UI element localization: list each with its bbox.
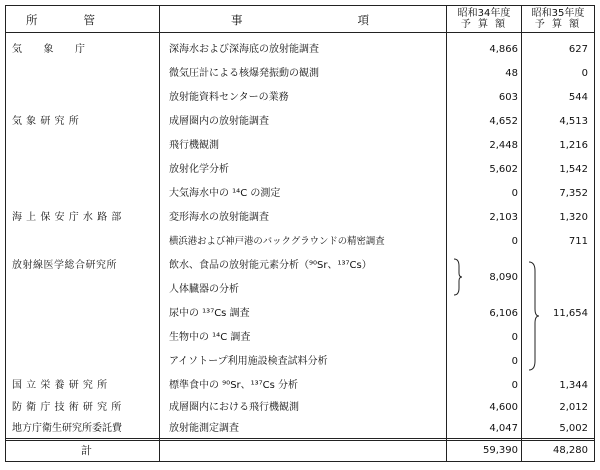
item-cell: アイソトープ利用施設検査試料分析: [169, 356, 328, 367]
org-cell: 国 立 栄 養 研 究 所: [12, 380, 108, 391]
item-cell: 標準食中の ⁹⁰Sr、¹³⁷Cs 分析: [169, 380, 299, 391]
fy34-cell: 0: [511, 380, 518, 391]
fy35-cell: 627: [568, 44, 588, 55]
fy35-cell: 2,012: [559, 402, 588, 413]
item-cell: 放射化学分析: [169, 164, 229, 175]
column-divider: [446, 6, 447, 461]
fy34-cell: 2,448: [489, 140, 518, 151]
header-item: 事 項: [231, 13, 369, 27]
fy34-cell: 0: [511, 188, 518, 199]
item-cell: 成層圏内における飛行機観測: [169, 402, 299, 413]
fy34-cell: 4,047: [489, 423, 518, 434]
total-fy34: 59,390: [483, 445, 518, 456]
org-cell: 気 象 研 究 所: [12, 116, 80, 127]
fy34-cell: 0: [511, 236, 518, 247]
fy35-cell: 544: [568, 92, 588, 103]
total-label: 計: [81, 444, 92, 457]
org-cell: 海 上 保 安 庁 水 路 部: [12, 212, 122, 223]
fy34-cell: 5,602: [489, 164, 518, 175]
org-cell: 地方庁衛生研究所委託費: [12, 423, 122, 434]
budget-table: [5, 5, 595, 462]
brace-fy35: [527, 261, 539, 371]
column-divider: [521, 6, 522, 461]
item-cell: 大気海水中の ¹⁴C の測定: [169, 188, 281, 199]
grouped-fy35-value: 11,654: [553, 308, 588, 319]
fy35-cell: 711: [568, 236, 588, 247]
item-cell: 人体臓器の分析: [169, 284, 239, 295]
grouped-fy34-value: 8,090: [489, 272, 518, 283]
item-cell: 飛行機観測: [169, 140, 219, 151]
total-fy35: 48,280: [553, 445, 588, 456]
header-org: 所 管: [26, 13, 95, 27]
fy35-cell: 1,216: [559, 140, 588, 151]
item-cell: 放射能測定調査: [169, 423, 239, 434]
fy34-cell: 4,652: [489, 116, 518, 127]
item-cell: 成層圏内の放射能調査: [169, 116, 269, 127]
total-rule: [6, 438, 594, 441]
header-fy34-budget: 予 算 額: [460, 19, 508, 30]
item-cell: 飲水、食品の放射能元素分析（⁹⁰Sr、¹³⁷Cs）: [169, 260, 372, 271]
fy35-cell: 1,542: [559, 164, 588, 175]
item-cell: 放射能資料センターの業務: [169, 92, 289, 103]
header-fy35-year: 昭和35年度: [531, 8, 585, 19]
header-fy34-year: 昭和34年度: [457, 8, 511, 19]
org-cell: 放射線医学総合研究所: [12, 260, 117, 271]
fy34-cell: 0: [511, 332, 518, 343]
header-fy34: [449, 8, 519, 30]
item-cell: 横浜港および神戸港のバックグラウンドの精密調査: [169, 236, 385, 247]
header-fy35-budget: 予 算 額: [534, 19, 582, 30]
fy35-cell: 7,352: [559, 188, 588, 199]
fy35-cell: 1,320: [559, 212, 588, 223]
fy35-cell: 5,002: [559, 423, 588, 434]
item-cell: 微気圧計による核爆発振動の観測: [169, 68, 319, 79]
item-cell: 変形海水の放射能調査: [169, 212, 269, 223]
fy35-cell: 4,513: [559, 116, 588, 127]
item-cell: 尿中の ¹³⁷Cs 調査: [169, 308, 250, 319]
item-cell: 深海水および深海底の放射能調査: [169, 44, 319, 55]
item-cell: 生物中の ¹⁴C 調査: [169, 332, 251, 343]
fy35-cell: 1,344: [559, 380, 588, 391]
fy35-cell: 0: [581, 68, 588, 79]
fy34-cell: 48: [505, 68, 518, 79]
fy34-cell: 603: [498, 92, 518, 103]
fy34-cell: 2,103: [489, 212, 518, 223]
org-cell: 気 象 庁: [12, 44, 86, 55]
fy34-cell: 4,866: [489, 44, 518, 55]
header-fy35: [524, 8, 592, 30]
fy34-cell: 0: [511, 356, 518, 367]
brace-fy34: [452, 258, 462, 296]
org-cell: 防 衛 庁 技 術 研 究 所: [12, 402, 122, 413]
fy34-cell: 4,600: [489, 402, 518, 413]
header-rule: [6, 32, 594, 33]
fy34-cell: 6,106: [489, 308, 518, 319]
